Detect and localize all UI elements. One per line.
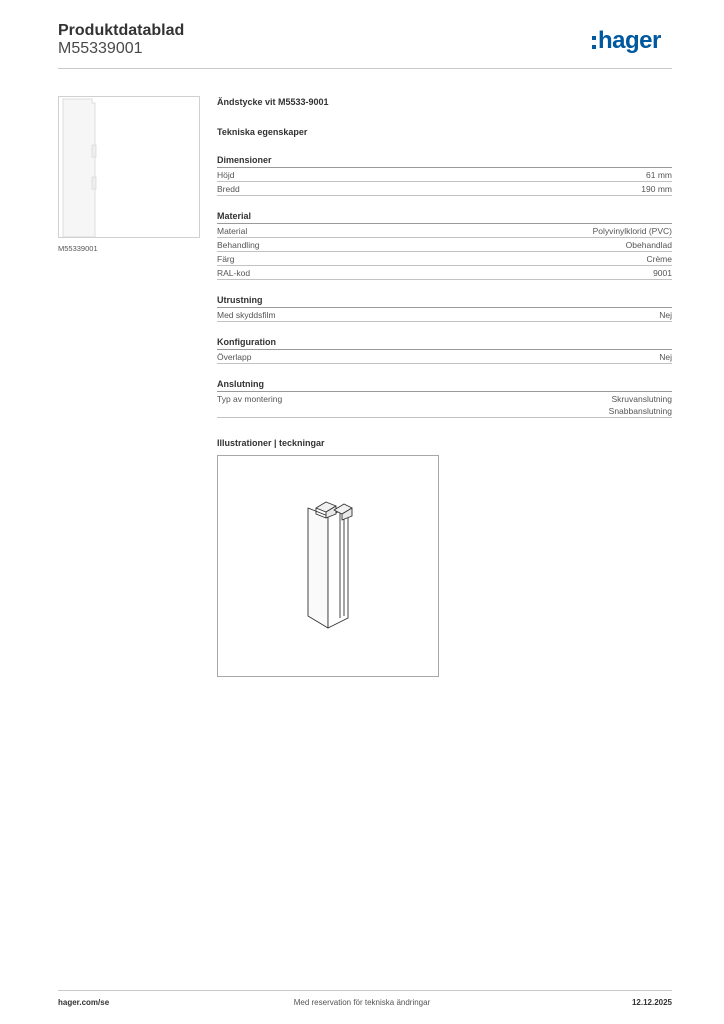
logo-dots-icon <box>592 36 596 49</box>
section-title: Utrustning <box>217 295 672 308</box>
footer-website: hager.com/se <box>58 998 110 1007</box>
tech-heading: Tekniska egenskaper <box>217 127 308 137</box>
section-title: Dimensioner <box>217 155 672 168</box>
thumbnail-caption: M55339001 <box>58 244 98 253</box>
spec-label: Bredd <box>217 184 240 194</box>
spec-row <box>217 224 672 238</box>
product-details <box>217 96 672 677</box>
section-material <box>217 211 672 280</box>
spec-value: 61 mm <box>646 170 672 180</box>
section-title: Material <box>217 211 672 224</box>
spec-row <box>217 168 672 182</box>
spec-value-line: Snabbanslutning <box>608 406 672 416</box>
product-code: M55339001 <box>58 40 143 57</box>
spec-row <box>217 392 672 418</box>
section-title: Anslutning <box>217 379 672 392</box>
spec-label: Färg <box>217 254 235 264</box>
spec-value: Nej <box>659 352 672 362</box>
section-connection <box>217 379 672 418</box>
spec-value: 9001 <box>653 268 672 278</box>
spec-label: Höjd <box>217 170 235 180</box>
header-divider <box>58 68 672 69</box>
section-title: Konfiguration <box>217 337 672 350</box>
page-title: Produktdatablad <box>58 22 185 39</box>
spec-row <box>217 252 672 266</box>
footer-date: 12.12.2025 <box>631 998 672 1007</box>
illustration-frame <box>217 455 439 677</box>
spec-label: Behandling <box>217 240 260 250</box>
end-cap-drawing-icon <box>218 456 438 676</box>
spec-row <box>217 182 672 196</box>
product-name: Ändstycke vit M5533-9001 <box>217 97 329 107</box>
spec-label: RAL-kod <box>217 268 251 278</box>
section-configuration <box>217 337 672 364</box>
illustrations-heading: Illustrationer | teckningar <box>217 438 325 448</box>
section-dimensions <box>217 155 672 196</box>
spec-value: Nej <box>659 310 672 320</box>
spec-row <box>217 238 672 252</box>
footer-disclaimer: Med reservation för tekniska ändringar <box>293 998 431 1007</box>
spec-value: 190 mm <box>641 184 672 194</box>
spec-row <box>217 350 672 364</box>
spec-value-line: Skruvanslutning <box>611 394 672 404</box>
spec-value: Obehandlad <box>625 240 672 250</box>
spec-row <box>217 266 672 280</box>
hager-logo <box>592 28 661 54</box>
footer-divider <box>58 990 672 991</box>
spec-value <box>609 393 672 417</box>
spec-value: Crème <box>646 254 672 264</box>
spec-label: Med skyddsfilm <box>217 310 276 320</box>
logo-text: hager <box>598 27 661 54</box>
spec-label: Material <box>217 226 248 236</box>
product-thumbnail <box>58 96 200 238</box>
section-equipment <box>217 295 672 322</box>
spec-value: Polyvinylklorid (PVC) <box>592 226 672 236</box>
spec-row <box>217 308 672 322</box>
end-cap-thumbnail-icon <box>59 97 199 237</box>
spec-label: Typ av montering <box>217 394 283 404</box>
spec-label: Överlapp <box>217 352 252 362</box>
